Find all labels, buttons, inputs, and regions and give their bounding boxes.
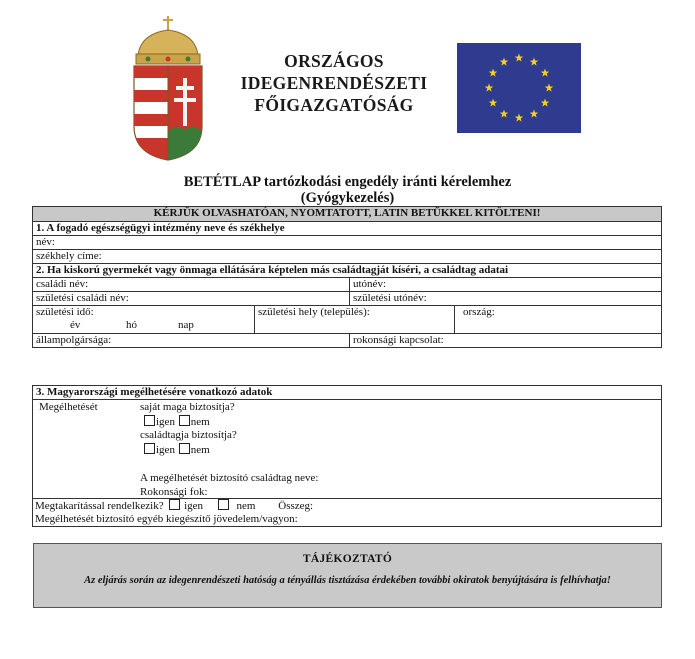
family-provides-yes-label: igen <box>156 444 175 456</box>
self-provides-no-label: nem <box>190 416 210 428</box>
livelihood-section <box>32 385 662 527</box>
family-provides-question: családtagja biztosítja? <box>140 429 237 441</box>
country-field[interactable] <box>454 306 661 333</box>
family-provides-no-label: nem <box>190 444 210 456</box>
institution-name-field[interactable] <box>33 235 661 249</box>
agency-name <box>222 50 446 116</box>
livelihood-label: Megélhetését <box>39 401 98 413</box>
savings-yes-label: igen <box>184 500 204 512</box>
savings-label: Megtakarítással rendelkezik? <box>35 500 164 512</box>
family-name-label: családi név: <box>36 278 89 290</box>
section-2-heading: 2. Ha kiskorú gyermekét vagy önmaga ellátására képtelen más családtagját kíséri, a családtag adatai <box>36 264 509 276</box>
birth-place-field[interactable] <box>254 306 454 333</box>
information-text: Az eljárás során az idegenrendészeti hatóság a tényállás tisztázása érdekében további okiratok benyújtására is felhívhatja! <box>84 575 611 586</box>
other-income-field[interactable]: Megélhetését biztosító egyéb kiegészítő jövedelem/vagyon: <box>35 513 298 525</box>
birth-family-name-label: születési családi név: <box>36 292 129 304</box>
relationship-label: rokonsági kapcsolat: <box>353 334 444 346</box>
document-title: BETÉTLAP tartózkodási engedély iránti kérelemhez <box>183 174 512 190</box>
self-provides-question: saját maga biztosítja? <box>140 401 235 413</box>
relation-degree-field[interactable]: Rokonsági fok: <box>140 486 208 498</box>
birth-day-label: nap <box>178 319 194 331</box>
savings-row <box>33 498 661 513</box>
fill-notice: KÉRJÜK OLVASHATÓAN, NYOMTATOTT, LATIN BETŰKKEL KITÖLTENI! <box>153 207 541 219</box>
birth-date-field[interactable] <box>33 306 254 333</box>
eu-flag-icon <box>457 43 581 133</box>
livelihood-block <box>33 399 661 498</box>
citizenship-row <box>33 333 661 347</box>
birth-date-label: születési idő: <box>36 306 94 318</box>
agency-line-2: IDEGENRENDÉSZETI <box>240 73 428 93</box>
citizenship-label: állampolgársága: <box>36 334 112 346</box>
birth-data-row <box>33 305 661 333</box>
information-box <box>33 543 662 608</box>
savings-yes-checkbox[interactable] <box>169 499 180 510</box>
applicant-form <box>32 206 662 348</box>
provider-name-field[interactable]: A megélhetését biztosító családtag neve: <box>140 472 319 484</box>
self-provides-yes-checkbox[interactable] <box>144 415 155 426</box>
institution-seat-field[interactable] <box>33 249 661 263</box>
citizenship-field[interactable] <box>33 334 349 347</box>
birth-given-name-label: születési utónév: <box>353 292 427 304</box>
section-2-heading-row <box>33 263 661 277</box>
birth-given-name-field[interactable] <box>349 292 661 305</box>
birth-family-name-field[interactable] <box>33 292 349 305</box>
holy-crown-icon <box>136 16 200 64</box>
family-name-field[interactable] <box>33 278 349 291</box>
self-provides-yes-label: igen <box>156 416 175 428</box>
self-provides-no-checkbox[interactable] <box>179 415 190 426</box>
family-name-row <box>33 277 661 291</box>
relationship-field[interactable] <box>349 334 661 347</box>
information-title: TÁJÉKOZTATÓ <box>302 553 393 565</box>
family-provides-options <box>144 443 210 457</box>
agency-line-3: FŐIGAZGATÓSÁG <box>254 95 414 115</box>
birth-name-row <box>33 291 661 305</box>
section-1-heading-row <box>33 221 661 235</box>
family-provides-yes-checkbox[interactable] <box>144 443 155 454</box>
birth-place-label: születési hely (település): <box>258 306 370 318</box>
birth-month-label: hó <box>126 319 137 331</box>
institution-name-label: név: <box>36 236 55 248</box>
savings-amount-field[interactable]: Összeg: <box>278 500 314 512</box>
section-1-heading: 1. A fogadó egészségügyi intézmény neve és székhelye <box>36 222 285 234</box>
country-label: ország: <box>463 306 495 318</box>
given-name-label: utónév: <box>353 278 386 290</box>
agency-line-1: ORSZÁGOS <box>284 51 384 71</box>
self-provides-options <box>144 415 210 429</box>
document-subtitle: (Gyógykezelés) <box>300 190 395 206</box>
birth-year-label: év <box>70 319 81 331</box>
fill-notice-row <box>33 207 661 221</box>
hungarian-coat-of-arms <box>128 14 208 162</box>
savings-no-label: nem <box>236 500 256 512</box>
given-name-field[interactable] <box>349 278 661 291</box>
section-3-heading: 3. Magyarországi megélhetésére vonatkozó adatok <box>36 386 273 398</box>
institution-seat-label: székhely címe: <box>36 250 102 262</box>
family-provides-no-checkbox[interactable] <box>179 443 190 454</box>
savings-no-checkbox[interactable] <box>218 499 229 510</box>
